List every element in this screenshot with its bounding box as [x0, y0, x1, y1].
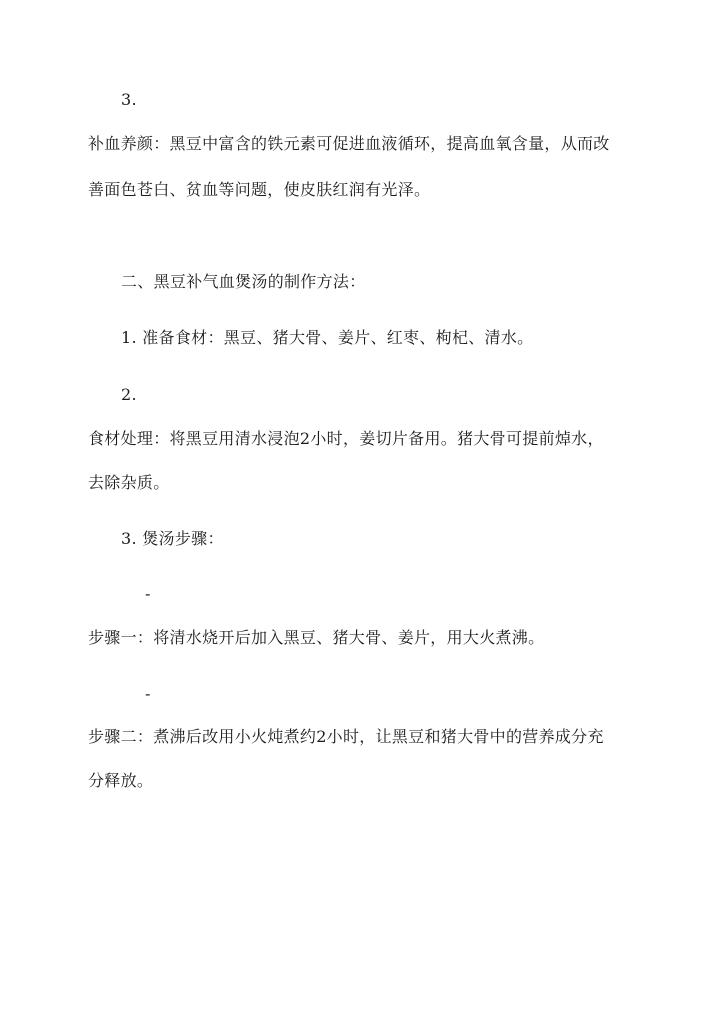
list-number: 3.	[121, 90, 137, 109]
paragraph-line: 补血养颜：黑豆中富含的铁元素可促进血液循环，提高血氧含量，从而改	[88, 134, 610, 153]
paragraph-line: 步骤二：煮沸后改用小火炖煮约2小时，让黑豆和猪大骨中的营养成分充	[88, 727, 604, 746]
list-item: 1. 准备食材：黑豆、猪大骨、姜片、红枣、枸杞、清水。	[121, 328, 534, 347]
paragraph-line: 去除杂质。	[88, 473, 170, 492]
list-number: 2.	[121, 385, 137, 404]
bullet-marker: -	[145, 684, 151, 703]
paragraph-line: 善面色苍白、贫血等问题，使皮肤红润有光泽。	[88, 180, 431, 199]
paragraph-line: 分释放。	[88, 771, 154, 790]
bullet-marker: -	[145, 584, 151, 603]
section-heading: 二、黑豆补气血煲汤的制作方法：	[121, 272, 366, 291]
paragraph-line: 食材处理：将黑豆用清水浸泡2小时，姜切片备用。猪大骨可提前焯水，	[88, 429, 604, 448]
paragraph-line: 步骤一：将清水烧开后加入黑豆、猪大骨、姜片，用大火煮沸。	[88, 628, 545, 647]
list-item: 3. 煲汤步骤：	[121, 529, 224, 548]
